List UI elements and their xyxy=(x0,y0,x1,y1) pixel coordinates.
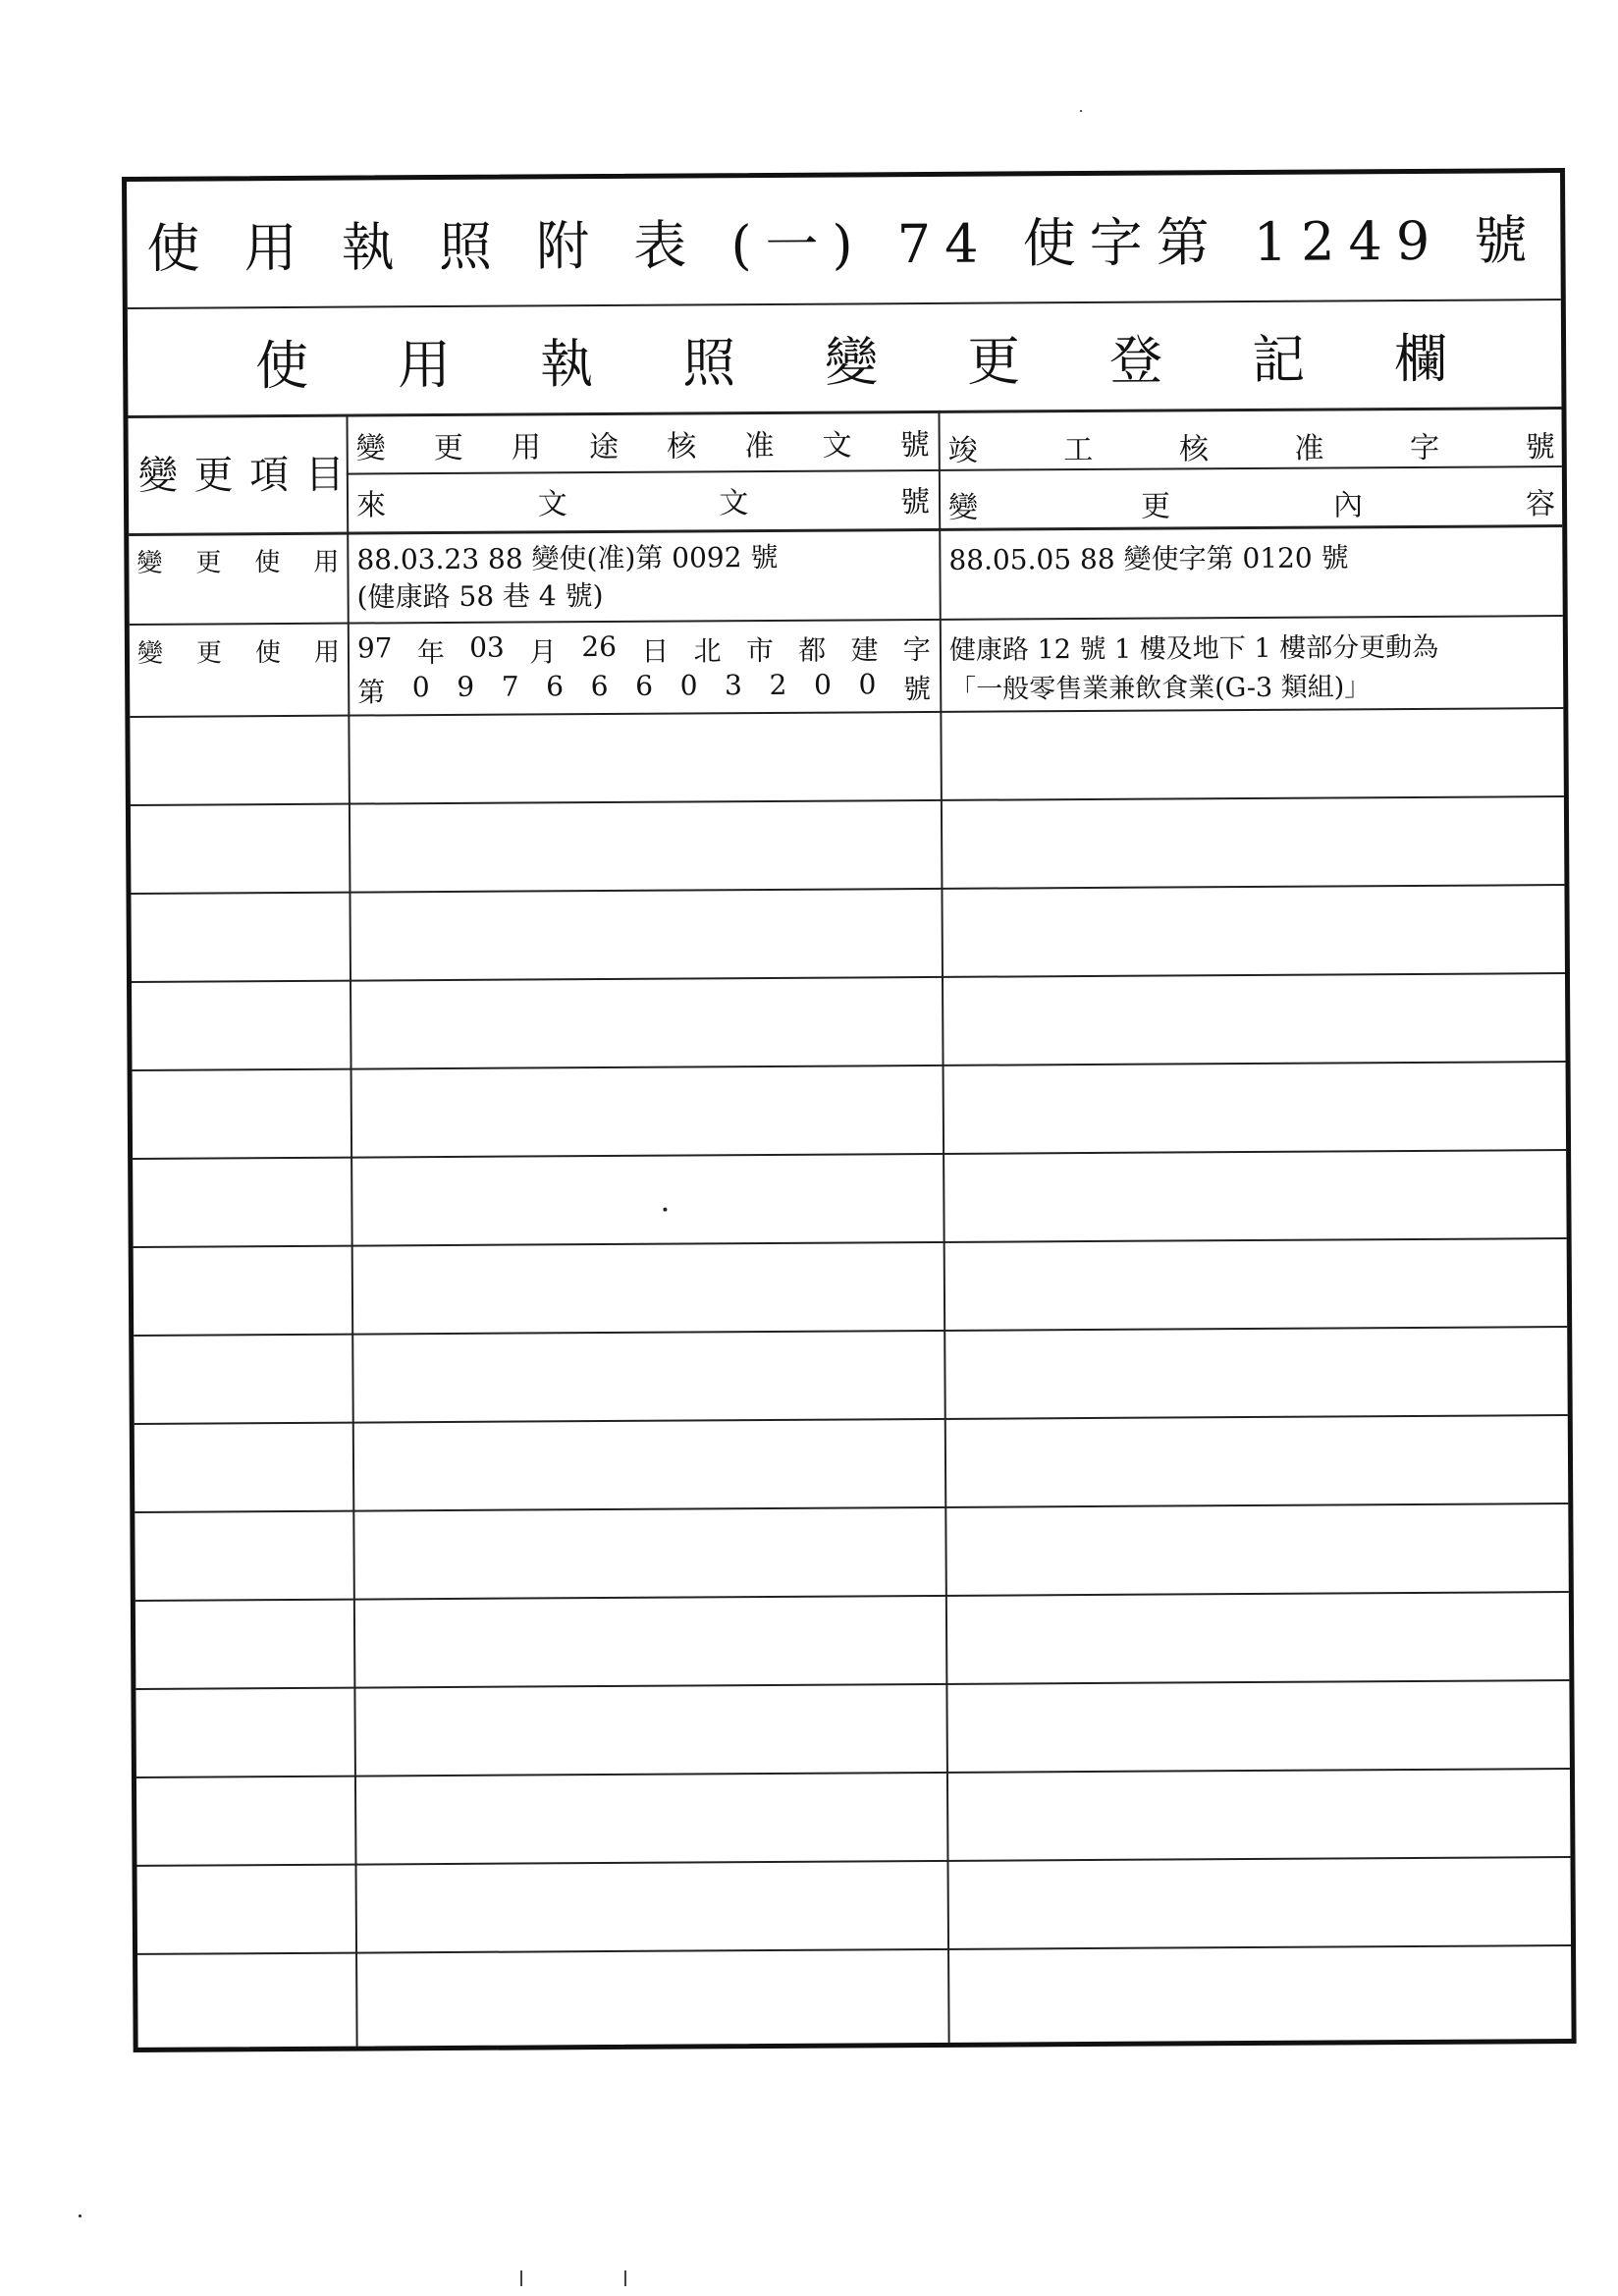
row-rule xyxy=(130,615,1563,626)
section-title-char: 記 xyxy=(1251,328,1306,391)
section-title xyxy=(128,299,1562,418)
row-doc-line: 88.03.23 88 變使(准)第 0092 號 xyxy=(356,540,779,576)
scan-mark xyxy=(520,2270,522,2286)
section-title-char: 登 xyxy=(1108,329,1163,392)
header-bottom-rule xyxy=(129,524,1562,536)
row-doc-line: 97 年 03 月 26 日 北 市 都 建 字 xyxy=(356,629,931,670)
scan-speck xyxy=(1080,110,1082,112)
row-rule xyxy=(135,1591,1569,1602)
row-rule xyxy=(133,1061,1566,1071)
scan-mark xyxy=(624,2270,626,2286)
row-rule xyxy=(134,1326,1567,1337)
row-rule xyxy=(135,1679,1569,1690)
row-rule xyxy=(131,795,1564,806)
row-rule xyxy=(137,1856,1571,1867)
row-content-line: 88.05.05 88 變使字第 0120 號 xyxy=(948,541,1349,576)
row-rule xyxy=(137,1944,1571,1955)
row-rule xyxy=(131,884,1564,895)
section-title-char: 用 xyxy=(397,333,452,397)
row-rule xyxy=(135,1414,1568,1425)
form-title: 使 用 執 照 附 表 (一) 74 使字第 1249 號 xyxy=(127,173,1561,309)
row-doc-line: 第 0 9 7 6 6 6 0 3 2 0 0 號 xyxy=(357,668,932,709)
section-title-char: 執 xyxy=(539,333,594,396)
row-content-line: 「一般零售業兼飲食業(G-3 類組)」 xyxy=(949,672,1372,705)
header-change-content: 變 更 內 容 xyxy=(947,487,1556,525)
row-rule xyxy=(136,1768,1570,1778)
header-completion-no: 竣 工 核 准 字 號 xyxy=(947,430,1555,468)
column-divider xyxy=(938,410,949,2043)
section-title-char: 照 xyxy=(681,332,736,395)
row-change-item: 變 更 使 用 xyxy=(136,547,340,578)
section-title-char: 更 xyxy=(966,330,1021,393)
row-rule xyxy=(135,1503,1568,1513)
section-title-char: 欄 xyxy=(1393,327,1448,391)
change-register-table xyxy=(128,407,1571,2048)
column-divider xyxy=(346,414,357,2047)
header-incoming-doc-no: 來 文 文 號 xyxy=(355,484,931,523)
form-frame xyxy=(122,168,1577,2052)
scan-speck xyxy=(663,1208,667,1212)
row-rule xyxy=(133,1149,1566,1160)
section-title-char: 使 xyxy=(254,334,309,398)
header-approval-doc-no: 變 更 用 途 核 准 文 號 xyxy=(355,427,930,466)
row-rule xyxy=(134,1237,1567,1248)
row-rule xyxy=(130,707,1563,718)
row-doc-line: (健康路 58 巷 4 號) xyxy=(356,579,604,614)
row-content-line: 健康路 12 號 1 樓及地下 1 樓部分更動為 xyxy=(948,631,1439,666)
header-change-item: 變 更 項 目 xyxy=(137,452,345,499)
row-change-item: 變 更 使 用 xyxy=(136,637,341,669)
scan-speck xyxy=(79,2214,81,2217)
section-title-char: 變 xyxy=(824,331,879,394)
row-rule xyxy=(132,972,1565,983)
